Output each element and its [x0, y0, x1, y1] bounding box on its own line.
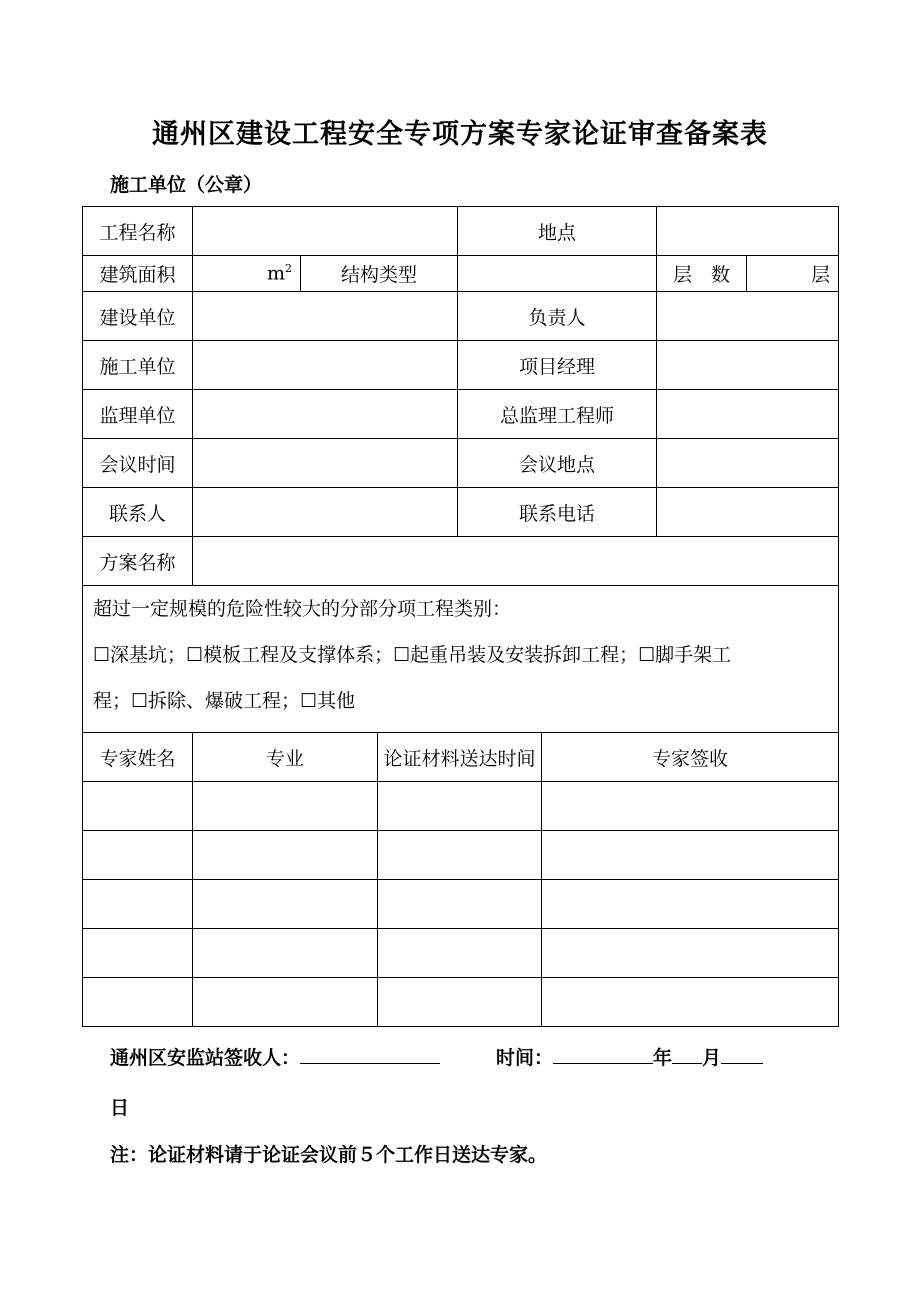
label-structure-type: 结构类型: [301, 256, 458, 292]
row-contractor: [83, 341, 839, 390]
month-label: 月: [702, 1047, 722, 1069]
label-project-name: 工程名称: [83, 207, 193, 256]
label-meeting-time: 会议时间: [83, 439, 193, 488]
field-meeting-time[interactable]: [193, 439, 458, 488]
receiver-label: 通州区安监站签收人：: [110, 1047, 301, 1069]
field-plan-name[interactable]: [193, 537, 839, 586]
row-project-name: [83, 207, 839, 256]
receiver-line: [110, 1043, 763, 1070]
expert-specialty-cell[interactable]: [193, 929, 378, 978]
categories-cell: [83, 586, 839, 733]
row-building-area: [83, 256, 839, 292]
expert-name-cell[interactable]: [83, 880, 193, 929]
label-contact: 联系人: [83, 488, 193, 537]
expert-specialty-cell[interactable]: [193, 782, 378, 831]
expert-row: [83, 929, 839, 978]
area-unit: m: [266, 262, 285, 285]
expert-delivery-cell[interactable]: [378, 831, 542, 880]
expert-delivery-cell[interactable]: [378, 782, 542, 831]
expert-row: [83, 880, 839, 929]
field-chief-supervisor[interactable]: [657, 390, 839, 439]
label-supervisor: 监理单位: [83, 390, 193, 439]
field-meeting-place[interactable]: [657, 439, 839, 488]
expert-signature-cell[interactable]: [542, 831, 839, 880]
expert-signature-cell[interactable]: [542, 782, 839, 831]
label-chief-supervisor: 总监理工程师: [458, 390, 657, 439]
form-title: 通州区建设工程安全专项方案专家论证审查备案表: [152, 119, 768, 150]
row-meeting-time: [83, 439, 839, 488]
field-supervisor[interactable]: [193, 390, 458, 439]
label-contractor: 施工单位: [83, 341, 193, 390]
filing-form-table: [82, 206, 839, 1027]
expert-delivery-cell[interactable]: [378, 929, 542, 978]
expert-name-cell[interactable]: [83, 929, 193, 978]
area-unit-sup: 2: [285, 262, 292, 276]
label-construction-company: 建设单位: [83, 292, 193, 341]
label-person-in-charge: 负责人: [458, 292, 657, 341]
year-blank[interactable]: [553, 1043, 653, 1064]
field-project-name[interactable]: [193, 207, 458, 256]
month-blank[interactable]: [672, 1043, 702, 1064]
field-location[interactable]: [657, 207, 839, 256]
header-expert-signature: 专家签收: [542, 733, 839, 782]
row-contact: [83, 488, 839, 537]
field-contact[interactable]: [193, 488, 458, 537]
expert-signature-cell[interactable]: [542, 929, 839, 978]
expert-row: [83, 831, 839, 880]
year-label: 年: [653, 1047, 673, 1069]
field-person-in-charge[interactable]: [657, 292, 839, 341]
expert-name-cell[interactable]: [83, 831, 193, 880]
expert-specialty-cell[interactable]: [193, 831, 378, 880]
categories-line-1[interactable]: ☐深基坑；☐模板工程及支撑体系；☐起重吊装及安装拆卸工程；☐脚手架工: [93, 644, 732, 666]
label-floors: 层 数: [657, 256, 747, 292]
label-contact-phone: 联系电话: [458, 488, 657, 537]
row-construction-company: [83, 292, 839, 341]
row-supervisor: [83, 390, 839, 439]
expert-specialty-cell[interactable]: [193, 880, 378, 929]
floors-unit: 层: [811, 264, 831, 286]
note-text: 注：论证材料请于论证会议前５个工作日送达专家。: [110, 1144, 548, 1166]
row-categories: [83, 586, 839, 733]
label-building-area: 建筑面积: [83, 256, 193, 292]
time-label: 时间：: [496, 1047, 554, 1069]
expert-row: [83, 978, 839, 1027]
expert-name-cell[interactable]: [83, 782, 193, 831]
header-specialty: 专业: [193, 733, 378, 782]
field-construction-company[interactable]: [193, 292, 458, 341]
expert-row: [83, 782, 839, 831]
categories-title: 超过一定规模的危险性较大的分部分项工程类别：: [93, 598, 512, 620]
receiver-signature-blank[interactable]: [300, 1043, 440, 1064]
header-delivery-time: 论证材料送达时间: [378, 733, 542, 782]
label-project-manager: 项目经理: [458, 341, 657, 390]
day-blank[interactable]: [721, 1043, 763, 1064]
field-structure-type[interactable]: [458, 256, 657, 292]
field-contractor[interactable]: [193, 341, 458, 390]
expert-name-cell[interactable]: [83, 978, 193, 1027]
label-plan-name: 方案名称: [83, 537, 193, 586]
label-location: 地点: [458, 207, 657, 256]
unit-seal-label: 施工单位（公章）: [110, 174, 263, 196]
expert-signature-cell[interactable]: [542, 978, 839, 1027]
row-expert-header: [83, 733, 839, 782]
field-building-area[interactable]: [193, 256, 301, 292]
expert-delivery-cell[interactable]: [378, 978, 542, 1027]
label-meeting-place: 会议地点: [458, 439, 657, 488]
categories-line-2[interactable]: 程；☐拆除、爆破工程；☐其他: [93, 690, 356, 712]
expert-specialty-cell[interactable]: [193, 978, 378, 1027]
row-plan-name: [83, 537, 839, 586]
field-project-manager[interactable]: [657, 341, 839, 390]
day-label: 日: [110, 1097, 130, 1119]
header-expert-name: 专家姓名: [83, 733, 193, 782]
field-contact-phone[interactable]: [657, 488, 839, 537]
expert-signature-cell[interactable]: [542, 880, 839, 929]
field-floors[interactable]: [747, 256, 839, 292]
expert-delivery-cell[interactable]: [378, 880, 542, 929]
